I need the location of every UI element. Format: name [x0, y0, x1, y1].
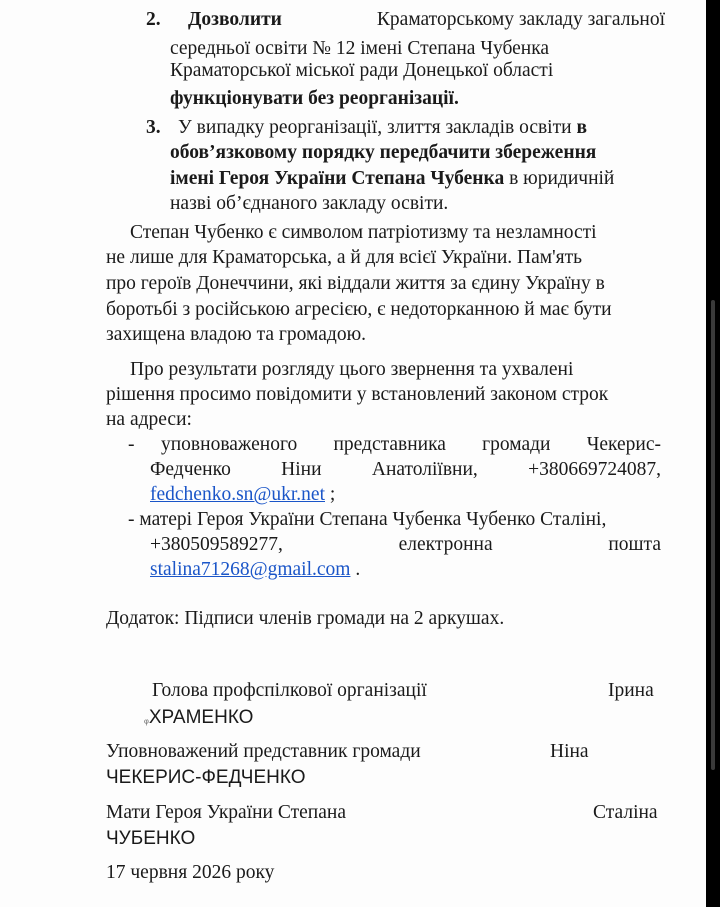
contact-1-line-2: Федченко Ніни Анатоліївни, +380669724087, [150, 455, 661, 484]
signature-2-last-name: ЧЕКЕРИС-ФЕДЧЕНКО [106, 767, 306, 788]
item-2-line-4: функціонувати без реорганізації. [170, 88, 459, 109]
contact-1-line-3: fedchenko.sn@ukr.net ; [150, 484, 336, 505]
contact-2-email-link[interactable]: stalina71268@gmail.com [150, 559, 351, 580]
contact-2-phone: +380509589277, [150, 534, 283, 555]
contact-1-phone: +380669724087, [528, 459, 661, 480]
item-2-rest: Краматорському закладу загальної [376, 9, 665, 30]
signature-mark-icon: ᵩ [144, 714, 149, 726]
para-1-line-5: захищена владою та громадою. [106, 324, 367, 345]
document-date: 17 червня 2026 року [106, 862, 275, 883]
para-1-line-4: боротьбі з російською агресією, є недоторканною й має бути [106, 299, 612, 320]
scroll-thumb[interactable] [711, 300, 715, 770]
item-2-line-2: середньої освіти № 12 імені Степана Чубенка [170, 38, 550, 59]
item-2-number: 2. [146, 9, 161, 30]
item-2-lead: Дозволити [188, 9, 282, 30]
para-2-line-3: на адреси: [106, 409, 192, 430]
contact-2-line-1: - матері Героя України Степана Чубенка Чубенко Сталіні, [128, 509, 607, 530]
item-2-line-3: Краматорської міської ради Донецької області [170, 60, 554, 81]
para-2-line-1: Про результати розгляду цього звернення та ухвалені [130, 359, 574, 380]
para-1-line-2: не лише для Краматорська, а й для всієї України. Пам'ять [106, 247, 582, 268]
para-1-line-3: про героїв Донеччини, які віддали життя за єдину Україну в [106, 273, 605, 294]
para-1-line-1: Степан Чубенко є символом патріотизму та незламності [130, 222, 597, 243]
signature-1-first-name: Ірина [608, 680, 654, 701]
item-3-number: 3. [146, 117, 161, 138]
contact-1-email-link[interactable]: fedchenko.sn@ukr.net [150, 484, 325, 505]
item-3-line-4: назві об’єднаного закладу освіти. [170, 193, 449, 214]
contact-1-dash: - [128, 434, 135, 455]
signature-3-last-name: ЧУБЕНКО [106, 828, 196, 849]
item-3-line-3: імені Героя України Степана Чубенка в юридичній [170, 168, 615, 189]
item-3-line-1: У випадку реорганізації, злиття закладів освіти в [178, 117, 587, 138]
signature-3-first-name: Сталіна [593, 802, 658, 823]
attachment-note: Додаток: Підписи членів громади на 2 аркушах. [106, 608, 505, 629]
signature-2-first-name: Ніна [550, 741, 589, 762]
item-3-line-2: обов’язковому порядку передбачити збереження [170, 142, 597, 163]
contact-2-line-2: +380509589277, електронна пошта [150, 530, 661, 559]
signature-3-title: Мати Героя України Степана [106, 802, 346, 823]
contact-1-line-1: уповноваженого представника громади Чекерис- [161, 434, 661, 455]
item-2-line-1 [188, 5, 665, 34]
scrollbar[interactable] [706, 0, 720, 907]
signature-1-title: Голова профспілкової організації [152, 680, 427, 701]
contact-2-line-3: stalina71268@gmail.com . [150, 559, 361, 580]
signature-2-title: Уповноважений представник громади [106, 741, 421, 762]
para-2-line-2: рішення просимо повідомити у встановлений законом строк [106, 384, 609, 405]
signature-1-last-name: ᵩХРАМЕНКО [144, 707, 254, 728]
